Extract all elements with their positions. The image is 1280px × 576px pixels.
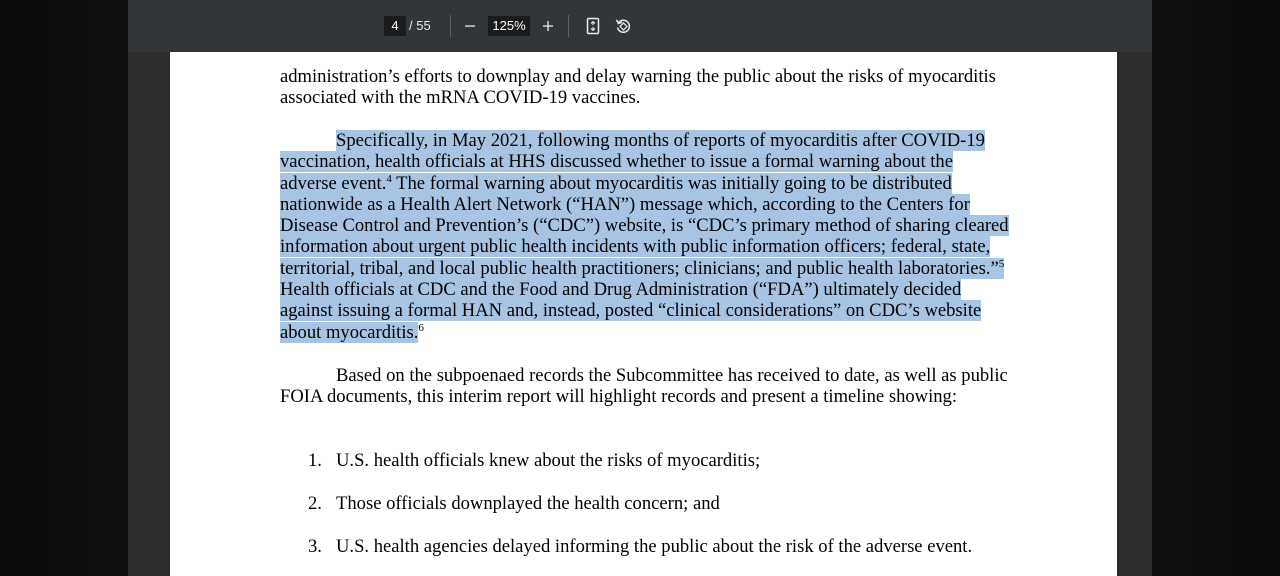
- selected-text[interactable]: [280, 130, 1009, 343]
- pdf-toolbar: [128, 0, 1152, 52]
- toolbar-divider: [568, 15, 569, 37]
- paragraph-based-on-text: Based on the subpoenaed records the Subcommittee has received to date, as well as public FOIA documents, this interim report will highlight records and present a timeline showing:: [280, 365, 1008, 408]
- fit-page-icon: [585, 17, 601, 35]
- list-item: [308, 450, 760, 471]
- plus-icon: [542, 20, 554, 32]
- list-number: 3.: [308, 536, 322, 557]
- pdf-viewer[interactable]: [128, 0, 1152, 576]
- zoom-out-button[interactable]: [458, 14, 482, 38]
- right-backdrop: [1152, 0, 1280, 576]
- list-item: [308, 493, 720, 514]
- page-number-input[interactable]: [384, 16, 406, 36]
- list-text: U.S. health officials knew about the risks of myocarditis;: [336, 450, 761, 471]
- paragraph-specifically: [280, 130, 1010, 343]
- footnote-6[interactable]: 6: [418, 321, 424, 334]
- footnote-4[interactable]: 4: [386, 172, 392, 185]
- list-number: 1.: [308, 450, 322, 471]
- fit-page-button[interactable]: [581, 14, 605, 38]
- minus-icon: [464, 20, 476, 32]
- selected-text-part-3: Health officials at CDC and the Food and Drug Administration (“FDA”) ultimately decided against issuing a formal HAN and, instead, posted “clinical considerations” on CDC’s website about myocarditis.: [280, 279, 982, 343]
- list-item: [308, 536, 972, 557]
- left-backdrop: [0, 0, 128, 576]
- page-total: / 55: [409, 18, 431, 33]
- list-text: U.S. health agencies delayed informing the public about the risk of the adverse event.: [336, 536, 973, 557]
- paragraph-intro: administration’s efforts to downplay and delay warning the public about the risks of myocarditis associated with the mRNA COVID-19 vaccines.: [280, 66, 996, 109]
- document-page: [170, 52, 1117, 576]
- selected-text-part-2: The formal warning about myocarditis was initially going to be distributed nationwide as a Health Alert Network (“HAN”) message which, according to the Centers for Disease Control and Prevention’s (“CDC”) website, is “CDC’s primary method of sharing cleared information about urgent public health incidents with public information officers; federal, state, territorial, tribal, and local public health practitioners; clinicians; and public health laboratories.”: [280, 172, 1009, 279]
- footnote-5[interactable]: 5: [998, 257, 1005, 270]
- list-text: Those officials downplayed the health concern; and: [336, 493, 720, 514]
- selected-text-part-1: Specifically, in May 2021, following months of reports of myocarditis after COVID-19 vaccination, health officials at HHS discussed whether to issue a formal warning about the adverse event.: [280, 130, 985, 194]
- toolbar-divider: [450, 15, 451, 37]
- zoom-in-button[interactable]: [536, 14, 560, 38]
- zoom-input[interactable]: [488, 16, 530, 36]
- rotate-icon: [614, 17, 632, 35]
- paragraph-based-on: [280, 365, 1010, 408]
- rotate-button[interactable]: [611, 14, 635, 38]
- list-number: 2.: [308, 493, 322, 514]
